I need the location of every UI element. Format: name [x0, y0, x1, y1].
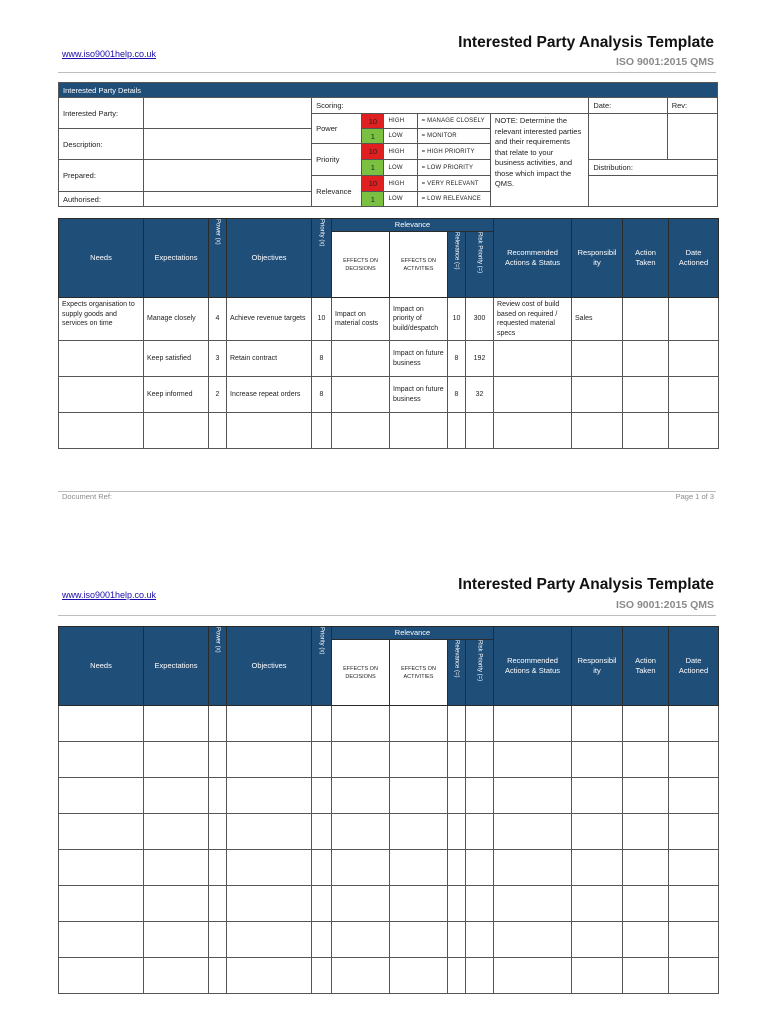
cell-responsibility[interactable] [572, 706, 623, 742]
cell-recommended[interactable] [494, 922, 572, 958]
cell-action-taken[interactable] [623, 778, 669, 814]
cell-power[interactable] [209, 742, 227, 778]
table-row [59, 413, 719, 449]
cell-decisions[interactable] [332, 850, 390, 886]
page-number: Page 1 of 3 [675, 492, 714, 501]
cell-risk[interactable] [466, 850, 494, 886]
interested-party-details-table [58, 82, 718, 207]
cell-risk[interactable] [466, 706, 494, 742]
cell-decisions[interactable] [332, 413, 390, 449]
col-responsibility: Responsibil ity [572, 627, 623, 706]
cell-action-taken[interactable] [623, 298, 669, 341]
col-power-label: Power (x) [214, 219, 221, 245]
cell-responsibility[interactable] [572, 341, 623, 377]
prepared-field[interactable] [144, 160, 312, 192]
date-label: Date: [589, 98, 667, 114]
cell-needs[interactable] [59, 413, 144, 449]
cell-priority[interactable] [312, 850, 332, 886]
relevance-high-score: 10 [362, 176, 384, 192]
table-row [59, 341, 719, 377]
note-text: NOTE: Determine the relevant interested parties and their requirements that relate to your business activities, and those which impact the QMS. [490, 114, 588, 207]
cell-risk[interactable] [466, 958, 494, 994]
cell-expectations[interactable] [144, 778, 209, 814]
cell-objectives[interactable]: Increase repeat orders [227, 377, 312, 413]
priority-low-desc: = LOW PRIORITY [417, 160, 490, 176]
table-row [59, 814, 719, 850]
interested-party-field[interactable] [144, 98, 312, 129]
cell-responsibility[interactable] [572, 886, 623, 922]
cell-power[interactable] [209, 814, 227, 850]
distribution-field[interactable] [589, 176, 718, 207]
cell-responsibility[interactable] [572, 850, 623, 886]
cell-recommended[interactable] [494, 377, 572, 413]
col-relevance-label: Relevance (=) [453, 640, 460, 678]
power-low-label: LOW [384, 129, 417, 144]
cell-date-actioned[interactable] [669, 742, 719, 778]
cell-date-actioned[interactable] [669, 298, 719, 341]
cell-objectives[interactable] [227, 706, 312, 742]
document-ref: Document Ref: [62, 492, 113, 501]
cell-activities[interactable] [390, 886, 448, 922]
cell-expectations[interactable] [144, 958, 209, 994]
cell-risk[interactable] [466, 922, 494, 958]
cell-recommended[interactable] [494, 778, 572, 814]
priority-high-desc: = HIGH PRIORITY [417, 144, 490, 160]
cell-date-actioned[interactable] [669, 886, 719, 922]
cell-risk[interactable] [466, 742, 494, 778]
website-link[interactable]: www.iso9001help.co.uk [62, 590, 157, 600]
cell-responsibility[interactable] [572, 958, 623, 994]
cell-power[interactable] [209, 886, 227, 922]
power-low-desc: = MONITOR [417, 129, 490, 144]
cell-decisions[interactable] [332, 958, 390, 994]
priority-low-score: 1 [362, 160, 384, 176]
cell-objectives[interactable] [227, 778, 312, 814]
table-row [59, 298, 719, 341]
cell-activities[interactable]: Impact on priority of build/despatch [390, 298, 448, 341]
relevance-low-desc: = LOW RELEVANCE [417, 192, 490, 207]
col-priority-label: Priority (x) [318, 627, 325, 655]
cell-relevance[interactable] [448, 778, 466, 814]
col-power-label: Power (x) [214, 627, 221, 653]
cell-recommended[interactable] [494, 850, 572, 886]
cell-relevance[interactable]: 8 [448, 377, 466, 413]
cell-priority[interactable] [312, 958, 332, 994]
col-risk-priority-label: Risk Priority (=) [476, 232, 483, 274]
cell-activities[interactable] [390, 922, 448, 958]
cell-date-actioned[interactable] [669, 341, 719, 377]
power-high-desc: = MANAGE CLOSELY [417, 114, 490, 129]
authorised-label: Authorised: [59, 192, 144, 207]
cell-date-actioned[interactable] [669, 958, 719, 994]
col-expectations: Expectations [144, 219, 209, 298]
col-effects-decisions: EFFECTS ON DECISIONS [332, 232, 390, 298]
cell-action-taken[interactable] [623, 706, 669, 742]
cell-relevance[interactable] [448, 958, 466, 994]
cell-recommended[interactable] [494, 742, 572, 778]
cell-relevance[interactable] [448, 922, 466, 958]
cell-responsibility[interactable] [572, 377, 623, 413]
cell-date-actioned[interactable] [669, 377, 719, 413]
cell-responsibility[interactable] [572, 814, 623, 850]
cell-needs[interactable] [59, 742, 144, 778]
rev-field[interactable] [667, 114, 717, 160]
cell-expectations[interactable]: Keep satisfied [144, 341, 209, 377]
document-title: Interested Party Analysis Template [458, 34, 714, 51]
cell-activities[interactable] [390, 742, 448, 778]
cell-relevance[interactable]: 10 [448, 298, 466, 341]
document-subtitle: ISO 9001:2015 QMS [615, 56, 714, 68]
cell-risk[interactable]: 300 [466, 298, 494, 341]
priority-high-label: HIGH [384, 144, 417, 160]
document-title: Interested Party Analysis Template [458, 576, 714, 593]
prepared-label: Prepared: [59, 160, 144, 192]
cell-activities[interactable]: Impact on future business [390, 377, 448, 413]
cell-needs[interactable] [59, 922, 144, 958]
cell-objectives[interactable] [227, 814, 312, 850]
col-risk-priority [466, 232, 494, 298]
cell-decisions[interactable] [332, 377, 390, 413]
cell-expectations[interactable] [144, 850, 209, 886]
col-relevance-label: Relevance (=) [453, 232, 460, 270]
cell-priority[interactable]: 10 [312, 298, 332, 341]
cell-expectations[interactable]: Keep informed [144, 377, 209, 413]
cell-expectations[interactable] [144, 413, 209, 449]
cell-relevance[interactable] [448, 706, 466, 742]
cell-risk[interactable] [466, 413, 494, 449]
cell-power[interactable]: 3 [209, 341, 227, 377]
cell-relevance[interactable] [448, 814, 466, 850]
cell-needs[interactable] [59, 706, 144, 742]
cell-objectives[interactable] [227, 850, 312, 886]
cell-priority[interactable]: 8 [312, 377, 332, 413]
cell-date-actioned[interactable] [669, 778, 719, 814]
table-row [59, 778, 719, 814]
power-high-label: HIGH [384, 114, 417, 129]
cell-responsibility[interactable] [572, 413, 623, 449]
cell-activities[interactable]: Impact on future business [390, 341, 448, 377]
cell-decisions[interactable]: Impact on material costs [332, 298, 390, 341]
cell-risk[interactable]: 32 [466, 377, 494, 413]
cell-objectives[interactable] [227, 742, 312, 778]
relevance-label: Relevance [312, 176, 362, 207]
description-label: Description: [59, 129, 144, 160]
cell-expectations[interactable] [144, 814, 209, 850]
page-2 [0, 540, 768, 1024]
cell-activities[interactable] [390, 413, 448, 449]
cell-priority[interactable] [312, 886, 332, 922]
priority-label: Priority [312, 144, 362, 176]
col-relevance-group: Relevance [332, 219, 494, 232]
col-action-taken: Action Taken [623, 627, 669, 706]
footer-divider [58, 491, 716, 492]
cell-objectives[interactable] [227, 413, 312, 449]
cell-decisions[interactable] [332, 706, 390, 742]
col-power [209, 627, 227, 706]
cell-expectations[interactable] [144, 706, 209, 742]
cell-action-taken[interactable] [623, 814, 669, 850]
cell-decisions[interactable] [332, 814, 390, 850]
col-recommended: Recommended Actions & Status [494, 627, 572, 706]
col-action-taken: Action Taken [623, 219, 669, 298]
cell-date-actioned[interactable] [669, 850, 719, 886]
col-effects-decisions: EFFECTS ON DECISIONS [332, 640, 390, 706]
cell-activities[interactable] [390, 958, 448, 994]
cell-action-taken[interactable] [623, 958, 669, 994]
cell-power[interactable] [209, 706, 227, 742]
col-objectives: Objectives [227, 627, 312, 706]
col-power [209, 219, 227, 298]
cell-power[interactable] [209, 850, 227, 886]
cell-objectives[interactable]: Achieve revenue targets [227, 298, 312, 341]
cell-priority[interactable] [312, 706, 332, 742]
cell-priority[interactable]: 8 [312, 341, 332, 377]
cell-needs[interactable]: Expects organisation to supply goods and services on time [59, 298, 144, 341]
col-expectations: Expectations [144, 627, 209, 706]
cell-responsibility[interactable] [572, 778, 623, 814]
cell-recommended[interactable] [494, 886, 572, 922]
col-responsibility: Responsibil ity [572, 219, 623, 298]
cell-responsibility[interactable] [572, 742, 623, 778]
cell-decisions[interactable] [332, 922, 390, 958]
col-effects-activities: EFFECTS ON ACTIVITIES [390, 232, 448, 298]
cell-responsibility[interactable]: Sales [572, 298, 623, 341]
table-row [59, 377, 719, 413]
website-link[interactable]: www.iso9001help.co.uk [62, 49, 157, 59]
col-needs: Needs [59, 219, 144, 298]
col-priority-label: Priority (x) [318, 219, 325, 247]
table-row [59, 886, 719, 922]
table-row [59, 958, 719, 994]
cell-power[interactable] [209, 413, 227, 449]
cell-expectations[interactable] [144, 886, 209, 922]
authorised-field[interactable] [144, 192, 312, 207]
cell-power[interactable] [209, 778, 227, 814]
cell-decisions[interactable] [332, 886, 390, 922]
cell-needs[interactable] [59, 850, 144, 886]
cell-action-taken[interactable] [623, 922, 669, 958]
distribution-label: Distribution: [589, 160, 718, 176]
details-section-title: Interested Party Details [59, 83, 718, 98]
scoring-label: Scoring: [312, 98, 589, 114]
cell-objectives[interactable] [227, 922, 312, 958]
power-label: Power [312, 114, 362, 144]
cell-responsibility[interactable] [572, 922, 623, 958]
table-row [59, 922, 719, 958]
cell-recommended[interactable] [494, 706, 572, 742]
power-low-score: 1 [362, 129, 384, 144]
col-relevance [448, 640, 466, 706]
cell-priority[interactable] [312, 413, 332, 449]
analysis-table-page-1 [58, 218, 719, 449]
cell-recommended[interactable] [494, 341, 572, 377]
col-priority [312, 219, 332, 298]
cell-risk[interactable] [466, 814, 494, 850]
interested-party-label: Interested Party: [59, 98, 144, 129]
cell-activities[interactable] [390, 778, 448, 814]
relevance-high-desc: = VERY RELEVANT [417, 176, 490, 192]
cell-expectations[interactable] [144, 922, 209, 958]
cell-recommended[interactable] [494, 814, 572, 850]
cell-date-actioned[interactable] [669, 814, 719, 850]
cell-date-actioned[interactable] [669, 706, 719, 742]
cell-power[interactable]: 2 [209, 377, 227, 413]
col-date-actioned: Date Actioned [669, 219, 719, 298]
cell-decisions[interactable] [332, 341, 390, 377]
cell-decisions[interactable] [332, 778, 390, 814]
cell-activities[interactable] [390, 814, 448, 850]
date-field[interactable] [589, 114, 667, 160]
cell-needs[interactable] [59, 958, 144, 994]
cell-expectations[interactable]: Manage closely [144, 298, 209, 341]
cell-relevance[interactable] [448, 850, 466, 886]
cell-needs[interactable] [59, 886, 144, 922]
cell-recommended[interactable] [494, 958, 572, 994]
power-high-score: 10 [362, 114, 384, 129]
cell-needs[interactable] [59, 341, 144, 377]
relevance-low-score: 1 [362, 192, 384, 207]
cell-risk[interactable]: 192 [466, 341, 494, 377]
cell-relevance[interactable] [448, 886, 466, 922]
cell-action-taken[interactable] [623, 413, 669, 449]
cell-action-taken[interactable] [623, 850, 669, 886]
cell-recommended[interactable] [494, 413, 572, 449]
header-divider [58, 615, 716, 616]
document-subtitle: ISO 9001:2015 QMS [615, 599, 714, 611]
col-needs: Needs [59, 627, 144, 706]
cell-action-taken[interactable] [623, 377, 669, 413]
cell-activities[interactable] [390, 706, 448, 742]
col-date-actioned: Date Actioned [669, 627, 719, 706]
cell-priority[interactable] [312, 814, 332, 850]
table-row [59, 742, 719, 778]
cell-objectives[interactable]: Retain contract [227, 341, 312, 377]
relevance-low-label: LOW [384, 192, 417, 207]
col-relevance [448, 232, 466, 298]
cell-action-taken[interactable] [623, 341, 669, 377]
col-risk-priority [466, 640, 494, 706]
table-row [59, 850, 719, 886]
cell-recommended[interactable]: Review cost of build based on required / requested material specs [494, 298, 572, 341]
cell-action-taken[interactable] [623, 742, 669, 778]
cell-needs[interactable] [59, 778, 144, 814]
cell-relevance[interactable] [448, 413, 466, 449]
cell-date-actioned[interactable] [669, 413, 719, 449]
rev-label: Rev: [667, 98, 717, 114]
cell-date-actioned[interactable] [669, 922, 719, 958]
cell-decisions[interactable] [332, 742, 390, 778]
col-effects-activities: EFFECTS ON ACTIVITIES [390, 640, 448, 706]
col-recommended: Recommended Actions & Status [494, 219, 572, 298]
cell-risk[interactable] [466, 886, 494, 922]
cell-power[interactable]: 4 [209, 298, 227, 341]
priority-low-label: LOW [384, 160, 417, 176]
cell-objectives[interactable] [227, 958, 312, 994]
col-priority [312, 627, 332, 706]
cell-risk[interactable] [466, 778, 494, 814]
relevance-high-label: HIGH [384, 176, 417, 192]
analysis-table-page-2 [58, 626, 719, 994]
cell-priority[interactable] [312, 778, 332, 814]
cell-priority[interactable] [312, 742, 332, 778]
cell-power[interactable] [209, 922, 227, 958]
cell-needs[interactable] [59, 814, 144, 850]
cell-needs[interactable] [59, 377, 144, 413]
cell-action-taken[interactable] [623, 886, 669, 922]
cell-priority[interactable] [312, 922, 332, 958]
cell-expectations[interactable] [144, 742, 209, 778]
cell-relevance[interactable] [448, 742, 466, 778]
cell-relevance[interactable]: 8 [448, 341, 466, 377]
cell-activities[interactable] [390, 850, 448, 886]
col-objectives: Objectives [227, 219, 312, 298]
col-relevance-group: Relevance [332, 627, 494, 640]
cell-objectives[interactable] [227, 886, 312, 922]
header-divider [58, 72, 716, 73]
cell-power[interactable] [209, 958, 227, 994]
col-risk-priority-label: Risk Priority (=) [476, 640, 483, 682]
priority-high-score: 10 [362, 144, 384, 160]
description-field[interactable] [144, 129, 312, 160]
table-row [59, 706, 719, 742]
